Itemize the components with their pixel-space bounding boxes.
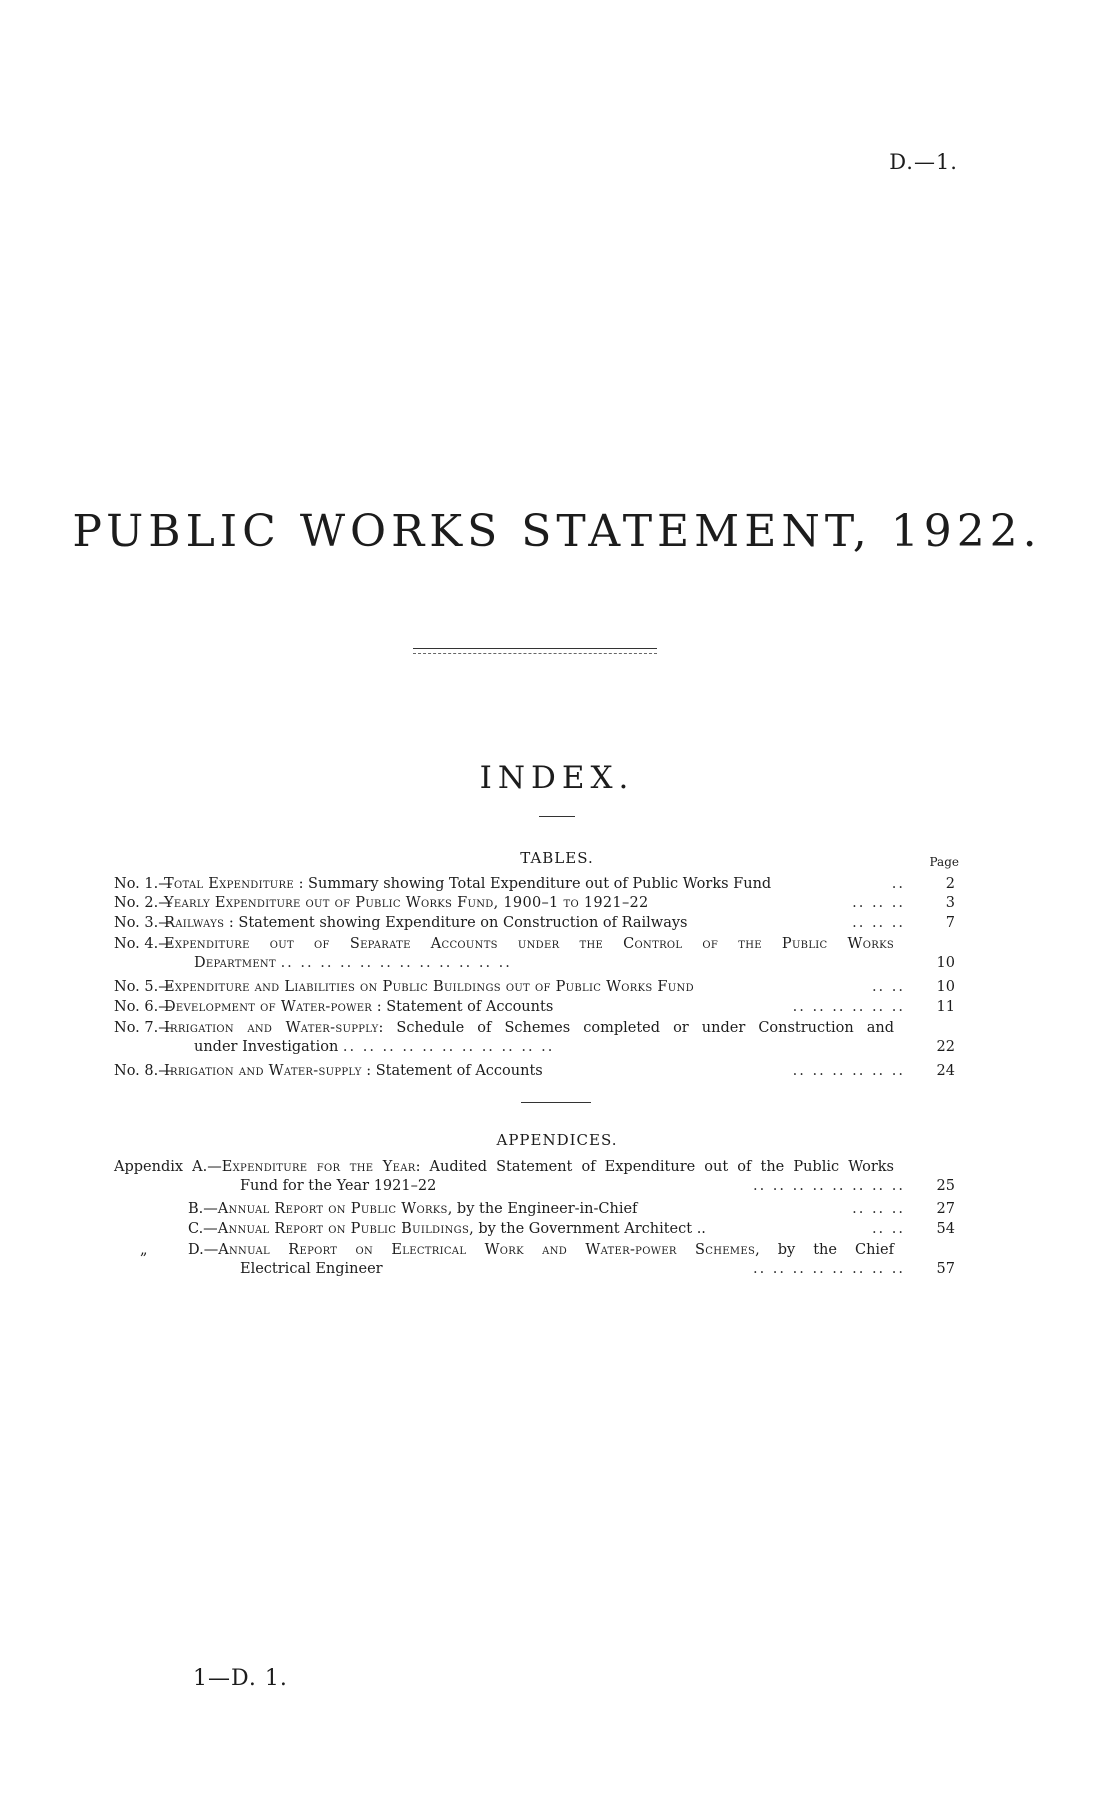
entry-description: : Statement of Accounts (366, 1063, 543, 1079)
entry-title: Expenditure for the Year (221, 1159, 416, 1175)
entry-number: No. 2.— (114, 895, 173, 911)
document-reference: D.—1. (889, 150, 958, 174)
entry-number: No. 3.— (114, 915, 173, 931)
entry-description: : Statement showing Expenditure on Construction of Railways (228, 915, 688, 931)
entry-description: , by the Engineer-in-Chief (447, 1201, 638, 1217)
page-column-heading: Page (929, 855, 959, 869)
page-number: 57 (936, 1261, 955, 1277)
index-entry-appendix-d (114, 1241, 955, 1279)
leader-dots: .. .. .. .. .. .. .. .. (752, 1261, 905, 1277)
decorative-rule (413, 648, 657, 654)
index-entry-table-1 (114, 875, 955, 894)
page-number: 10 (936, 979, 955, 995)
entry-title: Annual Report on Public Works (217, 1201, 448, 1217)
appendix-prefix: C.— (188, 1221, 218, 1237)
appendix-prefix: B.— (188, 1201, 218, 1217)
page-number: 54 (936, 1221, 955, 1237)
leader-dots: .. .. (871, 1221, 905, 1237)
tables-heading: TABLES. (520, 849, 594, 867)
page-number: 7 (945, 915, 955, 931)
entry-number: No. 8.— (114, 1063, 173, 1079)
entry-number: No. 4.— (114, 936, 173, 952)
entry-description: : Audited Statement of Expenditure out of the Public Works (415, 1159, 894, 1175)
entry-description: : Summary showing Total Expenditure out of Public Works Fund (298, 876, 772, 892)
page-number: 2 (945, 876, 955, 892)
index-entry-table-8 (114, 1062, 955, 1081)
leader-dots: .. (891, 876, 905, 892)
entry-description: , by the Government Architect .. (469, 1221, 706, 1237)
entry-description-continued: Fund for the Year 1921–22 (240, 1178, 437, 1194)
leader-dots: .. .. .. .. .. .. .. .. (752, 1178, 905, 1194)
appendix-prefix: Appendix A.— (114, 1159, 222, 1175)
page-number: 10 (936, 955, 955, 971)
leader-dots: .. .. .. (852, 895, 905, 911)
entry-description: : Statement of Accounts (376, 999, 554, 1015)
entry-title-continued: Department (194, 955, 276, 971)
leader-dots: .. .. .. (852, 915, 905, 931)
page-number: 3 (945, 895, 955, 911)
entry-description: : Schedule of Schemes completed or under Construction and (378, 1020, 894, 1036)
index-entry-table-7 (114, 1019, 955, 1057)
entry-title: Total Expenditure (164, 876, 294, 892)
entry-number: No. 6.— (114, 999, 173, 1015)
leader-dots: .. .. (871, 979, 905, 995)
entry-title: Irrigation and Water-supply (164, 1020, 379, 1036)
leader-dots: .. .. .. .. .. .. (792, 1063, 905, 1079)
section-rule (521, 1102, 591, 1103)
page-number: 24 (936, 1063, 955, 1079)
index-entry-appendix-c (114, 1220, 955, 1239)
index-entry-appendix-b (114, 1200, 955, 1219)
entry-description-continued: under Investigation (194, 1039, 339, 1055)
page-number: 27 (936, 1201, 955, 1217)
entry-number: No. 7.— (114, 1020, 173, 1036)
entry-title: Railways (164, 915, 225, 931)
entry-title: Development of Water-power (164, 999, 373, 1015)
leader-dots: .. .. .. .. .. .. .. .. .. .. .. (342, 1039, 555, 1055)
ditto-mark: „ (140, 1242, 148, 1258)
entry-title: Expenditure out of Separate Accounts under the Control of the Public Works (164, 936, 894, 952)
page-number: 22 (936, 1039, 955, 1055)
index-entry-table-4 (114, 935, 955, 973)
footer-reference: 1—D. 1. (193, 1666, 288, 1691)
leader-dots: .. .. .. .. .. .. .. .. .. .. .. .. (280, 955, 512, 971)
appendices-heading: APPENDICES. (496, 1131, 618, 1149)
entry-description: , by the Chief (755, 1242, 894, 1258)
entry-title: Annual Report on Electrical Work and Water-power Schemes (218, 1242, 756, 1258)
index-entry-table-2 (114, 894, 955, 913)
entry-title: Irrigation and Water-supply (164, 1063, 362, 1079)
page-number: 11 (936, 999, 955, 1015)
leader-dots: .. .. .. (852, 1201, 905, 1217)
entry-title: Annual Report on Public Buildings (217, 1221, 470, 1237)
index-entry-appendix-a (114, 1158, 955, 1196)
page-number: 25 (936, 1178, 955, 1194)
leader-dots: .. .. .. .. .. .. (792, 999, 905, 1015)
index-heading: INDEX. (479, 760, 635, 796)
appendix-prefix: D.— (188, 1242, 219, 1258)
index-entry-table-6 (114, 998, 955, 1017)
entry-title: Expenditure and Liabilities on Public Buildings out of Public Works Fund (164, 979, 694, 995)
page-title: PUBLIC WORKS STATEMENT, 1922. (72, 506, 1042, 557)
entry-number: No. 5.— (114, 979, 173, 995)
short-rule (539, 816, 575, 817)
entry-title: Yearly Expenditure out of Public Works Fund, 1900–1 to 1921–22 (164, 895, 649, 911)
entry-description-continued: Electrical Engineer (240, 1261, 383, 1277)
index-entry-table-5 (114, 978, 955, 997)
index-entry-table-3 (114, 914, 955, 933)
entry-number: No. 1.— (114, 876, 173, 892)
